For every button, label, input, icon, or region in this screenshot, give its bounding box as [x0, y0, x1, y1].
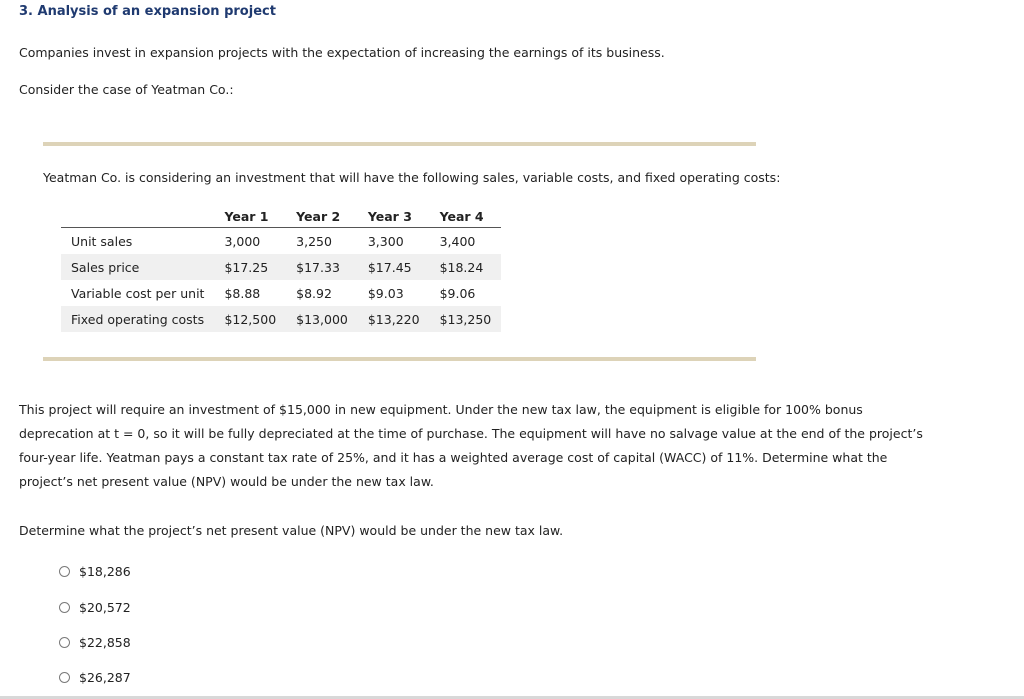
table-cell: $8.92 — [296, 285, 332, 301]
choice-label: $20,572 — [79, 599, 131, 615]
table-row — [61, 306, 501, 332]
table-row — [61, 228, 501, 255]
row-label: Unit sales — [71, 233, 133, 249]
table-row — [61, 254, 501, 280]
table-cell: $13,000 — [286, 306, 358, 332]
table-cell: 3,000 — [224, 233, 261, 249]
table-cell: $18.24 — [430, 254, 502, 280]
radio-button[interactable] — [59, 637, 70, 648]
table-cell: $17.25 — [214, 254, 286, 280]
table-cell: $12,500 — [214, 306, 286, 332]
table-header-row — [61, 206, 501, 228]
table-cell: 3,300 — [367, 233, 404, 249]
table-header-year-3: Year 3 — [358, 206, 430, 228]
choice-label: $18,286 — [79, 563, 131, 579]
table-header-year-4: Year 4 — [430, 206, 502, 228]
table-cell: 3,250 — [296, 233, 332, 249]
row-label: Sales price — [61, 254, 214, 280]
intro-text: Companies invest in expansion projects with the expectation of increasing the earnings of its business. — [19, 45, 665, 60]
radio-button[interactable] — [59, 602, 70, 613]
choice-label: $26,287 — [79, 669, 131, 685]
radio-button[interactable] — [59, 672, 70, 683]
table-cell: $8.88 — [224, 285, 261, 301]
table-cell: $13,220 — [358, 306, 430, 332]
answer-choice-3[interactable] — [59, 634, 131, 650]
table-cell: $17.33 — [286, 254, 358, 280]
table-cell: $17.45 — [358, 254, 430, 280]
cost-table — [61, 206, 501, 332]
question-text: Determine what the project’s net present value (NPV) would be under the new tax law. — [19, 523, 564, 538]
section-title: 3. Analysis of an expansion project — [19, 4, 276, 19]
table-cell: $9.06 — [439, 285, 476, 301]
table-header-year-1: Year 1 — [214, 206, 286, 228]
answer-choice-2[interactable] — [59, 599, 131, 615]
table-intro-text: Yeatman Co. is considering an investment that will have the following sales, variable costs, and fixed operating costs: — [43, 170, 781, 185]
answer-choice-1[interactable] — [59, 563, 131, 579]
table-header-year-2: Year 2 — [286, 206, 358, 228]
answer-choice-4[interactable] — [59, 669, 131, 685]
radio-button[interactable] — [59, 566, 70, 577]
row-label: Fixed operating costs — [61, 306, 214, 332]
problem-text: This project will require an investment of $15,000 in new equipment. Under the new tax law, the equipment is eligible for 100% bonus deprecation at t = 0, so it will be fully depreciated at the time of purchase. The equipment will have no salvage value at the end of the project’s four-year life. Yeatman pays a constant tax rate of 25%, and it has a weighted average cost of capital (WACC) of 11%. Determine what the project’s net present value (NPV) would be under the new tax law. — [19, 402, 923, 489]
table-cell: 3,400 — [439, 233, 476, 249]
divider-bottom — [43, 357, 756, 361]
table-cell: $9.03 — [367, 285, 404, 301]
choice-label: $22,858 — [79, 634, 131, 650]
consider-text: Consider the case of Yeatman Co.: — [19, 82, 234, 97]
table-cell: $13,250 — [430, 306, 502, 332]
table-header-blank — [61, 206, 214, 228]
row-label: Variable cost per unit — [71, 285, 205, 301]
divider-top — [43, 142, 756, 146]
table-row — [61, 280, 501, 306]
